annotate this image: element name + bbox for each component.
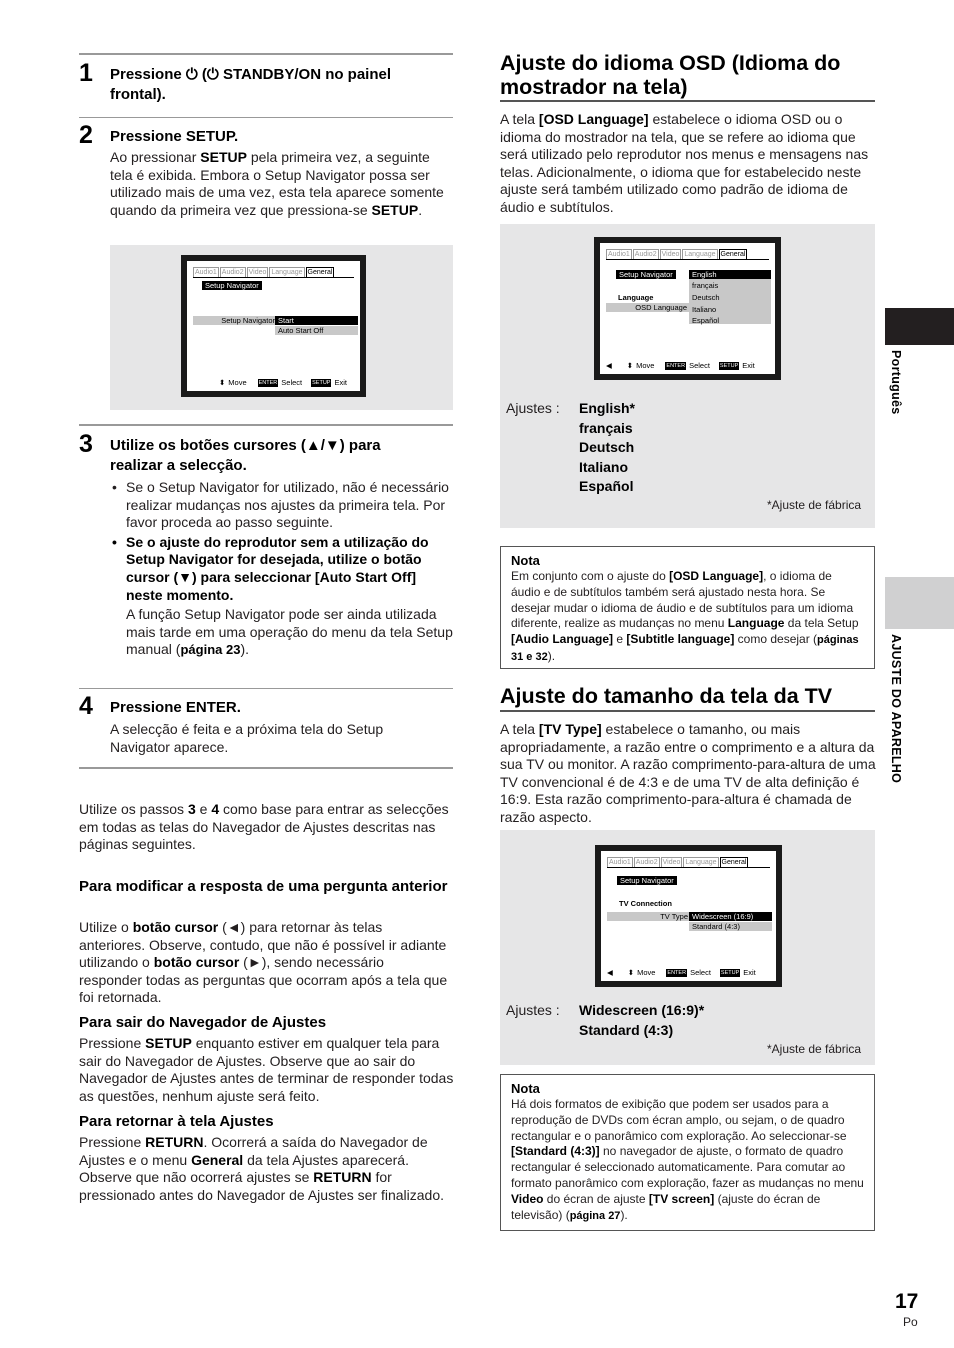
move-arrows-icon: ⬍ bbox=[627, 968, 635, 977]
tab-language: Language bbox=[684, 251, 716, 258]
step-divider bbox=[79, 688, 453, 689]
tv-screen-tv-type bbox=[595, 845, 782, 987]
page-lang-code: Po bbox=[903, 1315, 918, 1329]
tab-general: General bbox=[307, 269, 333, 276]
screen-title: Setup Navigator bbox=[617, 876, 677, 885]
tab-underline bbox=[606, 259, 769, 260]
step-divider bbox=[79, 117, 453, 118]
step-1-heading: Pressione ⏻ (⏻ STANDBY/ON no painel frontal). bbox=[110, 66, 392, 103]
step-3-body bbox=[110, 479, 455, 659]
bullet-item: • Se o ajuste do reprodutor sem a utilização do Setup Navigator for desejada, utilize o botão cursor (▼) para seleccionar [Auto Start Off] neste momento. bbox=[110, 534, 455, 604]
step-3-number: 3 bbox=[79, 430, 93, 458]
move-arrows-icon: ⬍ bbox=[626, 361, 634, 370]
tv-factory-note: *Ajuste de fábrica bbox=[767, 1042, 862, 1056]
osd-title-rule bbox=[500, 100, 875, 102]
row-label: TV Type bbox=[607, 912, 691, 921]
modify-heading: Para modificar a resposta de uma pergunta anterior bbox=[79, 878, 448, 895]
tab-underline bbox=[193, 277, 354, 278]
tab-video: Video bbox=[662, 859, 681, 866]
tab-audio2: Audio2 bbox=[634, 251, 657, 258]
screen-footer: ⬍ Move ENTER Select SETUP Exit bbox=[219, 378, 347, 387]
step-1-number: 1 bbox=[79, 59, 93, 87]
setup-key-icon: SETUP bbox=[720, 969, 740, 976]
top-rule-left bbox=[79, 53, 453, 55]
osd-intro: A tela [OSD Language] estabelece o idioma OSD ou o idioma do mostrador na tela, que se refere ao idioma que será utilizado pelo reprodutor nos menus e mensagens nas telas. Adicionalmente, o idioma que for estabelecido neste ajuste será também utilizado como padrão de idioma de áudio e subtítulos. bbox=[500, 111, 869, 215]
step-4-body: A selecção é feita e a próxima tela do Setup Navigator aparece. bbox=[110, 721, 384, 755]
osd-settings-label: Ajustes : bbox=[506, 400, 560, 416]
setting-value: Italiano bbox=[579, 458, 629, 475]
enter-key-icon: ENTER bbox=[258, 379, 278, 386]
tab-audio1: Audio1 bbox=[609, 859, 631, 866]
setting-value: français bbox=[579, 419, 633, 436]
step-2-body: Ao pressionar SETUP pela primeira vez, a seguinte tela é exibida. Embora o Setup Navigator possa ser utilizado mais de uma vez, esta tela aparece somente quando da primeira vez que pressiona-se SETUP. bbox=[110, 149, 444, 218]
step-4-heading: Pressione ENTER. bbox=[110, 699, 241, 716]
sidebar-tab-black bbox=[885, 308, 954, 345]
screen-title: Setup Navigator bbox=[616, 270, 676, 279]
screen-footer: ◀ ⬍ Move ENTER Select SETUP Exit bbox=[607, 968, 756, 977]
note-body: Há dois formatos de exibição que podem ser usados para a reprodução de DVDs com écran amplo, ou sejam, o de quadro rectangular e o panorâmico com exploração. Ao seleccionar-se [Standard (4:3)] no navegador de ajuste, o formato de quadro rectangular é seleccionado automaticamente. Para comutar ao formato panorâmico com exploração, fazer as mudanças no menu Video do écran de ajuste [TV screen] (ajuste do écran de televisão) (página 27). bbox=[511, 1097, 864, 1222]
enter-key-icon: ENTER bbox=[666, 362, 686, 369]
power-icon: ⏻ bbox=[206, 66, 219, 83]
option-francais: français bbox=[692, 281, 719, 290]
step-2-number: 2 bbox=[79, 121, 93, 149]
tab-language: Language bbox=[685, 859, 717, 866]
row-label: Setup Navigator bbox=[193, 316, 278, 325]
step-4-number: 4 bbox=[79, 692, 93, 720]
exit-body: Pressione SETUP enquanto estiver em qualquer tela para sair do Navegador de Ajustes. Observe que ao sair do Navegador de Ajustes antes de terminar de responder todas as questões, nenhum ajuste será feito. bbox=[79, 1035, 454, 1104]
tv-intro: A tela [TV Type] estabelece o tamanho, ou mais apropriadamente, a razão entre o comprimento e a altura da sua TV ou monitor. A razão comprimento-para-altura de uma TV convencional é de 4:3 e de uma TV de alta definição é 16:9. Esta razão comprimento-para-altura é chamada de razão aspecto. bbox=[500, 721, 876, 825]
option-widescreen: Widescreen (16:9) bbox=[689, 912, 772, 921]
setup-key-icon: SETUP bbox=[312, 379, 331, 386]
left-arrow-icon: ◀ bbox=[606, 361, 612, 370]
tab-language: Language bbox=[271, 269, 303, 276]
step-divider bbox=[79, 424, 453, 426]
enter-key-icon: ENTER bbox=[667, 969, 687, 976]
option-auto-start-off: Auto Start Off bbox=[275, 326, 358, 335]
intro-paragraph: Utilize os passos 3 e 4 como base para entrar as selecções em todas as telas do Navegador de Ajustes descritas nas páginas seguintes. bbox=[79, 801, 449, 853]
option-deutsch: Deutsch bbox=[692, 293, 720, 302]
power-icon: ⏻ bbox=[185, 66, 198, 83]
tab-video: Video bbox=[248, 269, 267, 276]
osd-settings-list bbox=[579, 399, 635, 497]
tab-general: General bbox=[721, 859, 747, 866]
row-label: OSD Language bbox=[606, 303, 690, 312]
setting-value: English* bbox=[579, 400, 636, 416]
bullet-item: • Se o Setup Navigator for utilizado, não é necessário realizar mudanças nos ajustes da primeira tela. Por favor proceda ao passo seguinte. bbox=[110, 479, 455, 532]
setup-key-icon: SETUP bbox=[719, 362, 739, 369]
return-body: Pressione RETURN. Ocorrerá a saída do Navegador de Ajustes e o menu General da tela Ajustes aparecerá. Observe que não ocorrerá ajustes se RETURN for pressionado antes do Navegador de Ajustes ser finalizado. bbox=[79, 1134, 445, 1203]
step-2-heading: Pressione SETUP. bbox=[110, 128, 239, 145]
note-title: Nota bbox=[511, 553, 540, 568]
option-standard: Standard (4:3) bbox=[689, 922, 772, 931]
step-3-note: A função Setup Navigator pode ser ainda utilizada mais tarde em uma operação do menu da tela Setup manual (página 23). bbox=[126, 606, 453, 658]
tab-audio2: Audio2 bbox=[221, 269, 244, 276]
osd-factory-note: *Ajuste de fábrica bbox=[767, 498, 862, 512]
tv-note-box bbox=[500, 1074, 875, 1231]
sidebar-section-label: AJUSTE DO APARELHO bbox=[889, 634, 903, 784]
setting-value: Español bbox=[579, 478, 634, 494]
screen-footer: ◀ ⬍ Move ENTER Select SETUP Exit bbox=[606, 361, 755, 370]
option-english: English bbox=[689, 270, 771, 279]
note-title: Nota bbox=[511, 1081, 540, 1096]
step-3-heading: Utilize os botões cursores (▲/▼) para realizar a selecção. bbox=[110, 437, 381, 474]
option-italiano: Italiano bbox=[692, 305, 717, 314]
tv-title-rule bbox=[500, 710, 875, 712]
group-label: Language bbox=[618, 293, 654, 302]
tab-audio1: Audio1 bbox=[608, 251, 630, 258]
osd-note-box bbox=[500, 546, 875, 669]
tv-settings-list bbox=[579, 1001, 704, 1040]
tab-video: Video bbox=[661, 251, 680, 258]
tab-underline bbox=[607, 867, 770, 868]
group-label: TV Connection bbox=[619, 899, 672, 908]
sidebar-tab-grey bbox=[885, 577, 954, 629]
note-body: Em conjunto com o ajuste do [OSD Language], o idioma de áudio e de subtítulos também será ajustado nesta hora. Se desejar mudar o idioma de áudio e de subtítulos para um idioma diferente, realize as mudanças no menu Language da tela Setup [Audio Language] e [Subtitle language] como desejar (páginas 31 e 32). bbox=[511, 569, 859, 663]
tv-settings-label: Ajustes : bbox=[506, 1002, 560, 1018]
sidebar-language-label: Português bbox=[889, 350, 903, 415]
setting-value: Deutsch bbox=[579, 439, 635, 455]
option-espanol: Español bbox=[692, 316, 720, 325]
tab-audio1: Audio1 bbox=[195, 269, 217, 276]
screen-title: Setup Navigator bbox=[202, 281, 262, 290]
tab-general: General bbox=[720, 251, 746, 258]
setting-value: Standard (4:3) bbox=[579, 1021, 674, 1038]
page-number: 17 bbox=[895, 1290, 919, 1313]
tab-audio2: Audio2 bbox=[635, 859, 658, 866]
option-start: Start bbox=[275, 316, 358, 325]
osd-section-title: Ajuste do idioma OSD (Idioma do mostrador na tela) bbox=[500, 51, 841, 99]
modify-body: Utilize o botão cursor (◄) para retornar às telas anteriores. Observe, contudo, que não é possível ir adiante utilizando o botão cursor (►), sendo necessário responder todas as perguntas que ocorram após a tela que foi retornada. bbox=[79, 919, 448, 1006]
return-heading: Para retornar à tela Ajustes bbox=[79, 1113, 274, 1130]
bottom-rule-steps bbox=[79, 767, 453, 769]
exit-heading: Para sair do Navegador de Ajustes bbox=[79, 1014, 327, 1031]
setting-value: Widescreen (16:9)* bbox=[579, 1002, 705, 1018]
tv-section-title: Ajuste do tamanho da tela da TV bbox=[500, 684, 833, 708]
move-arrows-icon: ⬍ bbox=[219, 378, 226, 387]
tv-screen-osd-language bbox=[594, 237, 781, 380]
left-arrow-icon: ◀ bbox=[607, 968, 613, 977]
tv-screen-setup-navigator bbox=[181, 255, 366, 397]
